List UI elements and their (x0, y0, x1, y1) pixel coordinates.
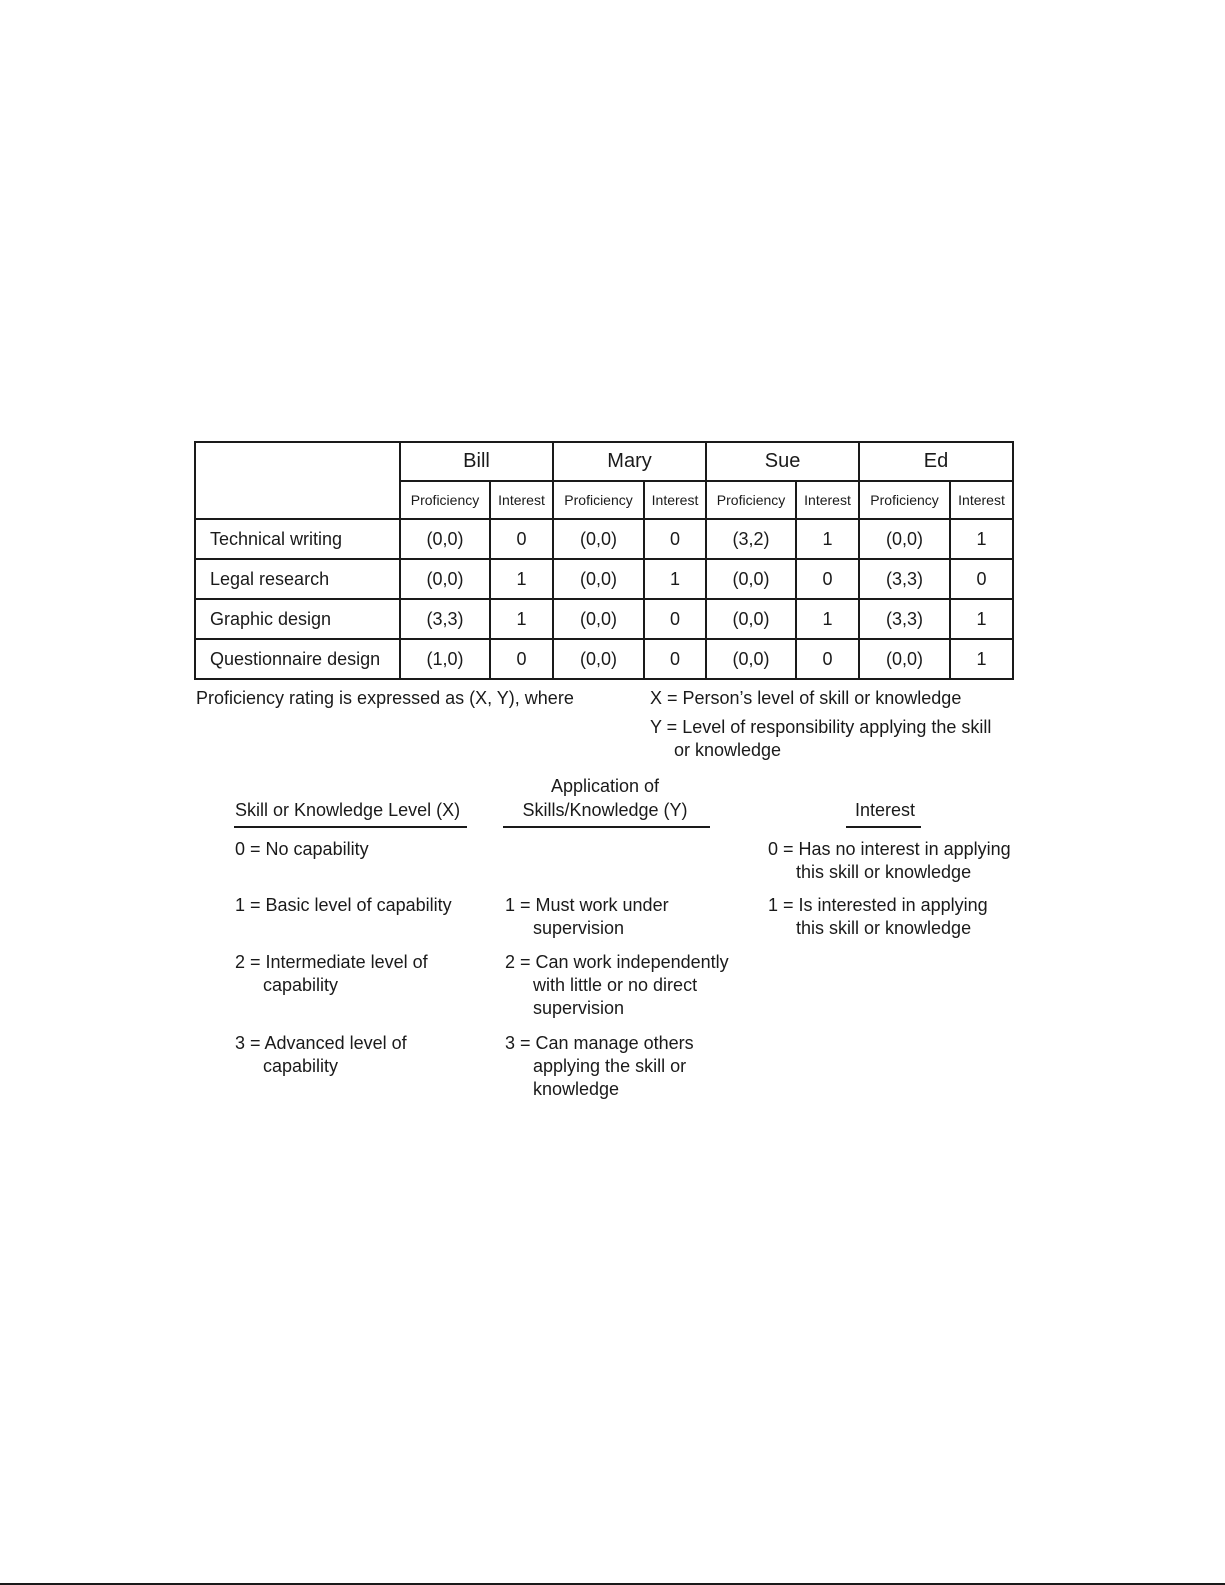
row-label: Questionnaire design (195, 639, 400, 679)
row-label: Legal research (195, 559, 400, 599)
application-item-2-cont2: supervision (533, 998, 625, 1018)
proficiency-subheader: Proficiency (400, 481, 490, 519)
application-item-2: 2 = Can work independently (505, 952, 729, 972)
table-cell: (0,0) (859, 639, 950, 679)
table-cell: 1 (950, 639, 1013, 679)
interest-subheader: Interest (644, 481, 706, 519)
proficiency-subheader: Proficiency (859, 481, 950, 519)
interest-heading: Interest (854, 800, 916, 820)
application-item-3-cont2: knowledge (533, 1079, 620, 1099)
table-row (195, 519, 1013, 559)
table-cell: (0,0) (706, 639, 796, 679)
proficiency-subheader: Proficiency (553, 481, 644, 519)
table-cell: (0,0) (553, 519, 644, 559)
interest-item-0: 0 = Has no interest in applying (768, 839, 1011, 859)
interest-item-1-cont: this skill or knowledge (796, 918, 972, 938)
table-cell: 1 (796, 519, 859, 559)
person-header: Mary (553, 442, 706, 481)
table-row (195, 639, 1013, 679)
application-heading: Application of (550, 776, 660, 796)
table-cell: 0 (950, 559, 1013, 599)
skill-item-1: 1 = Basic level of capability (235, 895, 452, 915)
person-header: Bill (400, 442, 553, 481)
table-cell: (0,0) (553, 599, 644, 639)
application-item-3: 3 = Can manage others (505, 1033, 694, 1053)
table-cell: (3,3) (859, 599, 950, 639)
table-cell: 1 (490, 599, 553, 639)
table-cell: 1 (950, 599, 1013, 639)
skill-item-2: 2 = Intermediate level of (235, 952, 428, 972)
x-definition: X = Person’s level of skill or knowledge (650, 688, 962, 708)
table-cell: 0 (644, 639, 706, 679)
table-cell: (3,3) (400, 599, 490, 639)
row-label: Technical writing (195, 519, 400, 559)
rating-intro: Proficiency rating is expressed as (X, Y), where (196, 688, 574, 708)
table-header-names (195, 442, 1013, 481)
table-cell: 0 (796, 639, 859, 679)
table-cell: (0,0) (400, 519, 490, 559)
skill-item-0: 0 = No capability (235, 839, 369, 859)
table-row (195, 599, 1013, 639)
skill-item-2-cont: capability (263, 975, 339, 995)
table-cell: (0,0) (706, 599, 796, 639)
table-cell: 1 (644, 559, 706, 599)
interest-subheader: Interest (490, 481, 553, 519)
row-label: Graphic design (195, 599, 400, 639)
proficiency-subheader: Proficiency (706, 481, 796, 519)
table-cell: 1 (796, 599, 859, 639)
application-item-1: 1 = Must work under (505, 895, 669, 915)
table-cell: (3,2) (706, 519, 796, 559)
y-definition: Y = Level of responsibility applying the skill (650, 717, 992, 737)
skill-item-3: 3 = Advanced level of (235, 1033, 407, 1053)
table-cell: 1 (950, 519, 1013, 559)
table-cell: 0 (490, 519, 553, 559)
table-cell: 0 (644, 599, 706, 639)
interest-subheader: Interest (796, 481, 859, 519)
table-cell: (0,0) (553, 559, 644, 599)
person-header: Ed (859, 442, 1013, 481)
interest-item-1: 1 = Is interested in applying (768, 895, 988, 915)
corner-cell (195, 442, 400, 519)
table-cell: 0 (796, 559, 859, 599)
interest-item-0-cont: this skill or knowledge (796, 862, 972, 882)
table-cell: (0,0) (706, 559, 796, 599)
person-header: Sue (706, 442, 859, 481)
application-item-3-cont: applying the skill or (533, 1056, 687, 1076)
skill-level-heading: Skill or Knowledge Level (X) (235, 800, 461, 820)
application-item-1-cont: supervision (533, 918, 625, 938)
table-cell: (1,0) (400, 639, 490, 679)
table-cell: 0 (644, 519, 706, 559)
skill-heading-rule (234, 826, 467, 828)
interest-heading-rule (846, 826, 921, 828)
y-definition-cont: or knowledge (674, 740, 782, 760)
table-cell: (0,0) (859, 519, 950, 559)
table-cell: 0 (490, 639, 553, 679)
table-cell: (0,0) (553, 639, 644, 679)
application-heading-cont: Skills/Knowledge (Y) (522, 800, 688, 820)
skills-inventory-table (194, 441, 1014, 680)
interest-subheader: Interest (950, 481, 1013, 519)
table-cell: (0,0) (400, 559, 490, 599)
table-row (195, 559, 1013, 599)
skill-item-3-cont: capability (263, 1056, 339, 1076)
table-cell: (3,3) (859, 559, 950, 599)
application-item-2-cont: with little or no direct (533, 975, 698, 995)
table-cell: 1 (490, 559, 553, 599)
application-heading-rule (503, 826, 710, 828)
